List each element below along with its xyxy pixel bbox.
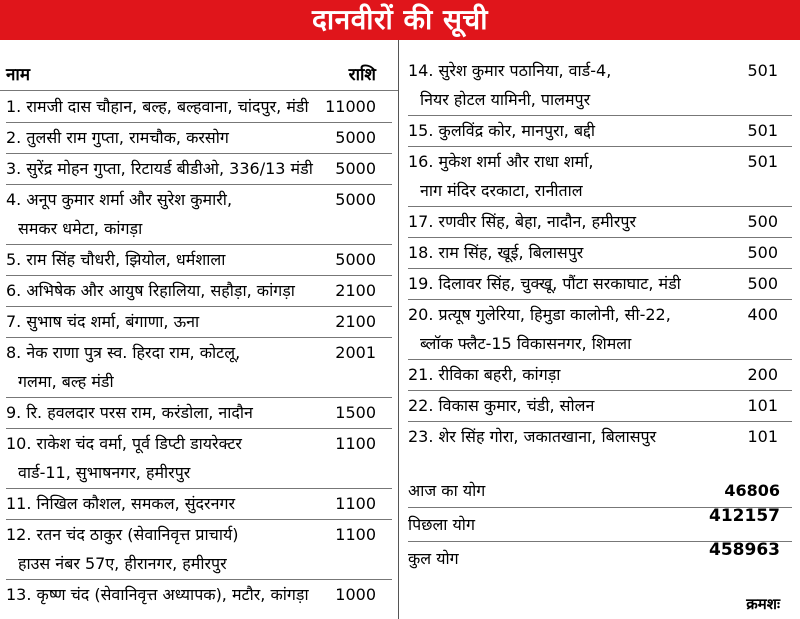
donor-name: 22. विकास कुमार, चंडी, सोलन bbox=[408, 396, 595, 415]
donor-name: 11. निखिल कौशल, समकल, सुंदरनगर bbox=[6, 494, 236, 513]
donor-name: 3. सुरेंद्र मोहन गुप्ता, रिटायर्ड बीडीओ, 336/13 मंडी bbox=[6, 159, 313, 178]
donor-name: 1. रामजी दास चौहान, बल्ह, बल्हवाना, चांदपुर, मंडी bbox=[6, 97, 309, 116]
donation-amount: 501 bbox=[747, 61, 778, 80]
name-header: नाम bbox=[6, 65, 31, 85]
donor-name: 9. रि. हवलदार परस राम, करंडोला, नादौन bbox=[6, 403, 253, 422]
donor-row bbox=[6, 307, 392, 338]
donor-name: 10. राकेश चंद वर्मा, पूर्व डिप्टी डायरेक्टर bbox=[6, 434, 242, 453]
donor-row bbox=[6, 429, 392, 489]
grand-total-label: कुल योग bbox=[408, 549, 459, 568]
donor-row bbox=[6, 154, 392, 185]
donation-amount: 11000 bbox=[325, 97, 376, 116]
column-header bbox=[6, 62, 392, 86]
donor-name: 5. राम सिंह चौधरी, झियोल, धर्मशाला bbox=[6, 250, 226, 269]
donation-amount: 500 bbox=[747, 212, 778, 231]
donation-amount: 5000 bbox=[335, 190, 376, 209]
donor-address: ब्लॉक फ्लैट-15 विकासनगर, शिमला bbox=[420, 334, 632, 353]
donor-row bbox=[408, 238, 792, 269]
donor-row bbox=[6, 580, 392, 611]
donor-row bbox=[6, 123, 392, 154]
donation-amount: 2100 bbox=[335, 312, 376, 331]
donor-address: वार्ड-11, सुभाषनगर, हमीरपुर bbox=[18, 463, 191, 482]
donor-row bbox=[6, 489, 392, 520]
donor-row bbox=[408, 391, 792, 422]
donor-name: 12. रतन चंद ठाकुर (सेवानिवृत्त प्राचार्य) bbox=[6, 525, 239, 544]
donor-row bbox=[408, 300, 792, 360]
donor-name: 13. कृष्ण चंद (सेवानिवृत्त अध्यापक), मटौर, कांगड़ा bbox=[6, 585, 309, 604]
donor-row bbox=[408, 116, 792, 147]
donor-name: 20. प्रत्यूष गुलेरिया, हिमुडा कालोनी, सी-22, bbox=[408, 305, 671, 324]
donor-row bbox=[6, 338, 392, 398]
amount-header: राशि bbox=[348, 65, 376, 85]
donor-row bbox=[408, 269, 792, 300]
donor-name: 15. कुलविंद्र कोर, मानपुरा, बद्दी bbox=[408, 121, 596, 140]
donor-name: 23. शेर सिंह गोरा, जकातखाना, बिलासपुर bbox=[408, 427, 657, 446]
donation-amount: 1000 bbox=[335, 585, 376, 604]
donor-name: 14. सुरेश कुमार पठानिया, वार्ड-4, bbox=[408, 61, 612, 80]
donor-name: 21. रीविका बहरी, कांगड़ा bbox=[408, 365, 561, 384]
donor-name: 18. राम सिंह, खूई, बिलासपुर bbox=[408, 243, 584, 262]
donation-amount: 501 bbox=[747, 121, 778, 140]
title-banner bbox=[0, 0, 800, 40]
donation-amount: 101 bbox=[747, 427, 778, 446]
donation-amount: 1100 bbox=[335, 434, 376, 453]
donor-row bbox=[6, 245, 392, 276]
donor-name: 17. रणवीर सिंह, बेहा, नादौन, हमीरपुर bbox=[408, 212, 636, 231]
donor-address: हाउस नंबर 57ए, हीरानगर, हमीरपुर bbox=[18, 554, 227, 573]
donor-address: समकर धमेटा, कांगड़ा bbox=[18, 219, 143, 238]
donation-amount: 500 bbox=[747, 274, 778, 293]
donor-row bbox=[6, 185, 392, 245]
donor-row bbox=[6, 398, 392, 429]
totals-section bbox=[408, 474, 792, 575]
donor-row bbox=[6, 92, 392, 123]
donation-amount: 501 bbox=[747, 152, 778, 171]
donor-address: गलमा, बल्ह मंडी bbox=[18, 372, 114, 391]
donation-amount: 400 bbox=[747, 305, 778, 324]
donation-amount: 1500 bbox=[335, 403, 376, 422]
donor-name: 8. नेक राणा पुत्र स्व. हिरदा राम, कोटलू, bbox=[6, 343, 241, 362]
donation-amount: 500 bbox=[747, 243, 778, 262]
left-column bbox=[0, 40, 399, 619]
right-donor-list bbox=[408, 56, 792, 453]
donor-name: 7. सुभाष चंद शर्मा, बंगाणा, ऊना bbox=[6, 312, 200, 331]
donor-address: नाग मंदिर दरकाटा, रानीताल bbox=[420, 181, 583, 200]
donation-amount: 2001 bbox=[335, 343, 376, 362]
right-column bbox=[400, 40, 800, 619]
donor-row bbox=[408, 360, 792, 391]
donor-name: 16. मुकेश शर्मा और राधा शर्मा, bbox=[408, 152, 594, 171]
grand-total-row bbox=[408, 542, 792, 575]
donor-row bbox=[6, 520, 392, 580]
donor-row bbox=[408, 147, 792, 207]
page-title: दानवीरों की सूची bbox=[312, 3, 488, 36]
donor-row bbox=[6, 276, 392, 307]
donor-row bbox=[408, 56, 792, 116]
donation-amount: 101 bbox=[747, 396, 778, 415]
donation-amount: 1100 bbox=[335, 525, 376, 544]
donation-amount: 2100 bbox=[335, 281, 376, 300]
today-total-value: 46806 bbox=[724, 481, 780, 500]
donor-row bbox=[408, 207, 792, 238]
left-donor-list bbox=[6, 92, 392, 611]
donor-name: 19. दिलावर सिंह, चुक्खू, पौंटा सरकाघाट, मंडी bbox=[408, 274, 681, 293]
donor-name: 6. अभिषेक और आयुष रिहालिया, सहौड़ा, कांगड़ा bbox=[6, 281, 295, 300]
donation-amount: 200 bbox=[747, 365, 778, 384]
continued-note: क्रमशः bbox=[746, 595, 780, 613]
donor-name: 2. तुलसी राम गुप्ता, रामचौक, करसोग bbox=[6, 128, 229, 147]
previous-total-label: पिछला योग bbox=[408, 515, 475, 534]
donation-amount: 5000 bbox=[335, 128, 376, 147]
donor-row bbox=[408, 422, 792, 453]
donation-amount: 1100 bbox=[335, 494, 376, 513]
grand-total-value: 458963 bbox=[709, 540, 780, 560]
donation-amount: 5000 bbox=[335, 250, 376, 269]
donor-name: 4. अनूप कुमार शर्मा और सुरेश कुमारी, bbox=[6, 190, 233, 209]
previous-total-value: 412157 bbox=[709, 506, 780, 526]
donor-address: नियर होटल यामिनी, पालमपुर bbox=[420, 90, 591, 109]
header-divider bbox=[0, 90, 398, 91]
donation-amount: 5000 bbox=[335, 159, 376, 178]
today-total-label: आज का योग bbox=[408, 481, 486, 500]
